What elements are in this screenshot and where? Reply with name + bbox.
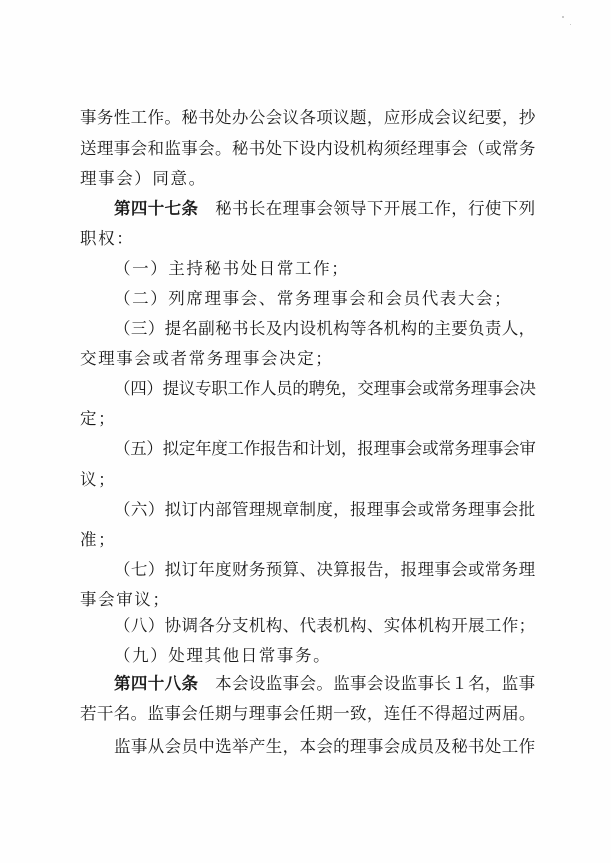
line-text: （七）拟订年度财务预算、决算报告，报理事会或常务理 [114,560,536,579]
text-line [80,169,207,189]
text-line [80,470,116,490]
line-text: （五）拟定年度工作报告和计划，报理事会或常务理事会审 [114,439,536,458]
line-text: 准； [80,530,117,549]
text-line [114,439,536,459]
text-line [114,616,536,636]
line-text: 理事会）同意。 [80,169,207,188]
text-line [114,500,536,520]
text-line [114,259,349,279]
line-text: （六）拟订内部管理规章制度，报理事会或常务理事会批 [114,500,536,519]
text-line [80,409,116,429]
line-text: 事务性工作。秘书处办公会议各项议题，应形成会议纪要，抄 [80,108,536,127]
article-heading: 第四十七条 [114,199,199,218]
text-line [80,704,536,724]
text-line [114,737,536,757]
line-text: 送理事会和监事会。秘书处下设内设机构须经理事会（或常务 [80,139,536,158]
scan-speck [562,16,564,18]
article-heading: 第四十八条 [114,674,199,693]
text-line [114,646,331,666]
text-line [80,530,116,550]
line-text: 议； [80,470,117,489]
scan-speck [570,24,571,25]
line-text: 秘书长在理事会领导下开展工作，行使下列 [198,199,536,218]
line-text: （四）提议专职工作人员的聘免，交理事会或常务理事会决 [114,379,536,398]
text-line [80,229,134,249]
article-line [114,674,536,694]
text-line [80,349,333,369]
line-text: 若干名。监事会任期与理事会任期一致，连任不得超过两届。 [80,704,536,723]
text-line [114,289,512,309]
text-line [114,379,536,399]
article-line [114,199,536,219]
line-text: （八）协调各分支机构、代表机构、实体机构开展工作； [114,616,536,635]
text-line [114,319,536,339]
line-text: （三）提名副秘书长及内设机构等各机构的主要负责人， [114,319,536,338]
line-text: 本会设监事会。监事会设监事长１名，监事 [198,674,536,693]
line-text: 职权： [80,229,135,248]
line-text: 交理事会或者常务理事会决定； [80,349,334,368]
text-line [80,590,171,610]
text-line [80,108,536,128]
line-text: （九）处理其他日常事务。 [114,646,332,665]
line-text: （二）列席理事会、常务理事会和会员代表大会； [114,289,513,308]
line-text: 监事从会员中选举产生，本会的理事会成员及秘书处工作 [114,737,536,756]
line-text: 定； [80,409,117,428]
text-line [114,560,536,580]
line-text: 事会审议； [80,590,171,609]
line-text: （一）主持秘书处日常工作； [114,259,350,278]
text-line [80,139,536,159]
